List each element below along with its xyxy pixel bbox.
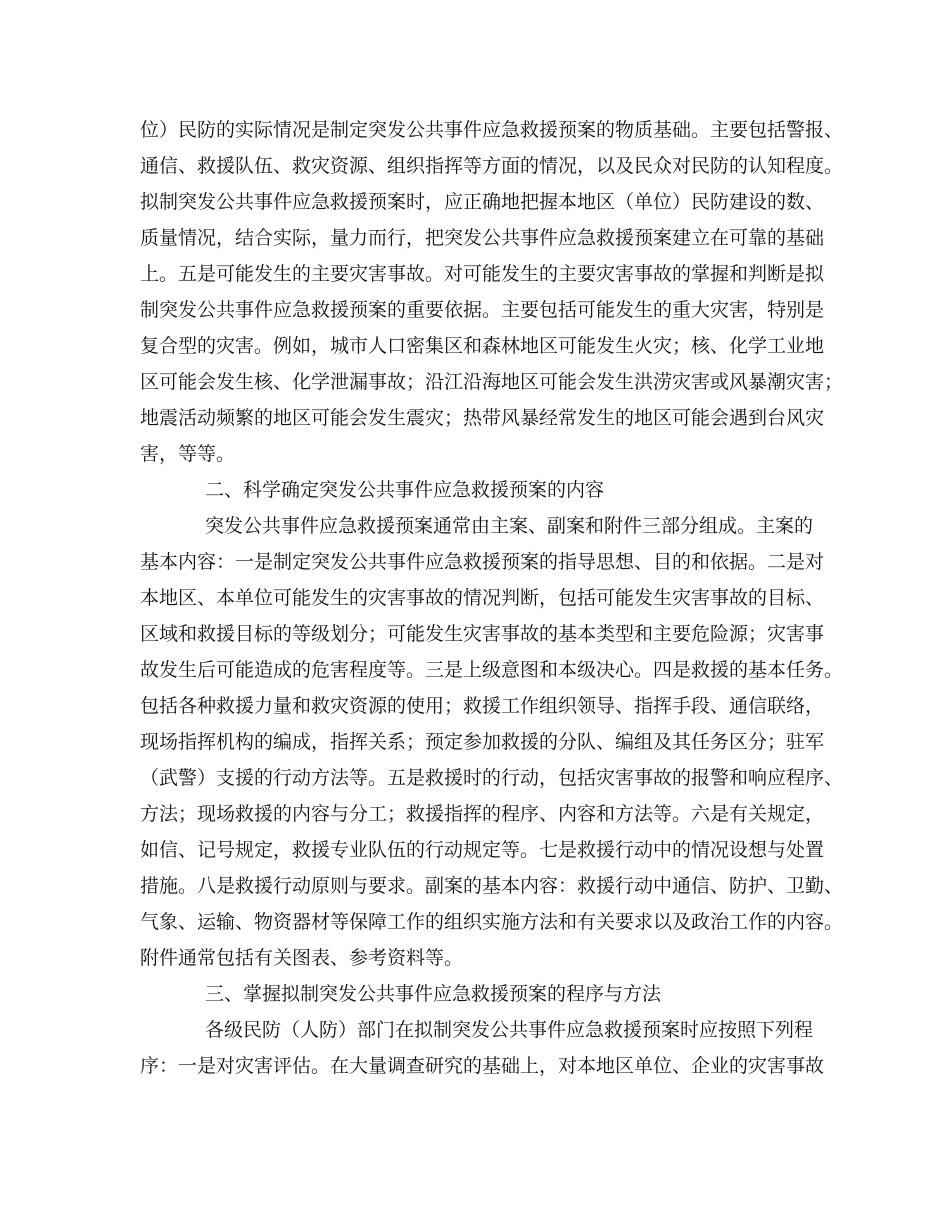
section-heading: 三、掌握拟制突发公共事件应急救援预案的程序与方法	[205, 983, 662, 1005]
body-text-line: 本地区、本单位可能发生的灾害事故的情况判断，包括可能发生灾害事故的目标、	[140, 587, 825, 609]
paragraph-first-line: 突发公共事件应急救援预案通常由主案、副案和附件三部分组成。主案的	[205, 515, 814, 537]
body-text-line: 故发生后可能造成的危害程度等。三是上级意图和本级决心。四是救援的基本任务。	[140, 659, 844, 681]
body-text-line: 如信、记号规定，救援专业队伍的行动规定等。七是救援行动中的情况设想与处置	[140, 839, 825, 861]
body-text-line: 附件通常包括有关图表、参考资料等。	[140, 947, 464, 969]
body-text-line: 通信、救援队伍、救灾资源、组织指挥等方面的情况，以及民众对民防的认知程度。	[140, 155, 844, 177]
paragraph-first-line: 各级民防（人防）部门在拟制突发公共事件应急救援预案时应按照下列程	[205, 1019, 814, 1041]
body-text-line: 上。五是可能发生的主要灾害事故。对可能发生的主要灾害事故的掌握和判断是拟	[140, 263, 825, 285]
body-text-line: 区可能会发生核、化学泄漏事故；沿江沿海地区可能会发生洪涝灾害或风暴潮灾害；	[140, 371, 844, 393]
body-text-line: 包括各种救援力量和救灾资源的使用；救援工作组织领导、指挥手段、通信联络，	[140, 695, 825, 717]
body-text-line: 方法；现场救援的内容与分工；救援指挥的程序、内容和方法等。六是有关规定，	[140, 803, 825, 825]
body-text-line: 措施。八是救援行动原则与要求。副案的基本内容：救援行动中通信、防护、卫勤、	[140, 875, 844, 897]
body-text-line: 拟制突发公共事件应急救援预案时，应正确地把握本地区（单位）民防建设的数、	[140, 191, 825, 213]
body-text-line: （武警）支援的行动方法等。五是救援时的行动，包括灾害事故的报警和响应程序、	[140, 767, 844, 789]
body-text-line: 制突发公共事件应急救援预案的重要依据。主要包括可能发生的重大灾害，特别是	[140, 299, 825, 321]
body-text-line: 序：一是对灾害评估。在大量调查研究的基础上，对本地区单位、企业的灾害事故	[140, 1055, 825, 1077]
body-text-line: 害，等等。	[140, 443, 236, 465]
body-text-line: 地震活动频繁的地区可能会发生震灾；热带风暴经常发生的地区可能会遇到台风灾	[140, 407, 825, 429]
body-text-line: 复合型的灾害。例如，城市人口密集区和森林地区可能发生火灾；核、化学工业地	[140, 335, 825, 357]
body-text-line: 基本内容：一是制定突发公共事件应急救援预案的指导思想、目的和依据。二是对	[140, 551, 825, 573]
body-text-line: 位）民防的实际情况是制定突发公共事件应急救援预案的物质基础。主要包括警报、	[140, 119, 844, 141]
section-heading: 二、科学确定突发公共事件应急救援预案的内容	[205, 479, 605, 501]
body-text-line: 现场指挥机构的编成，指挥关系；预定参加救援的分队、编组及其任务区分；驻军	[140, 731, 825, 753]
body-text-line: 区域和救援目标的等级划分；可能发生灾害事故的基本类型和主要危险源；灾害事	[140, 623, 825, 645]
body-text-line: 质量情况，结合实际，量力而行，把突发公共事件应急救援预案建立在可靠的基础	[140, 227, 825, 249]
body-text-line: 气象、运输、物资器材等保障工作的组织实施方法和有关要求以及政治工作的内容。	[140, 911, 844, 933]
